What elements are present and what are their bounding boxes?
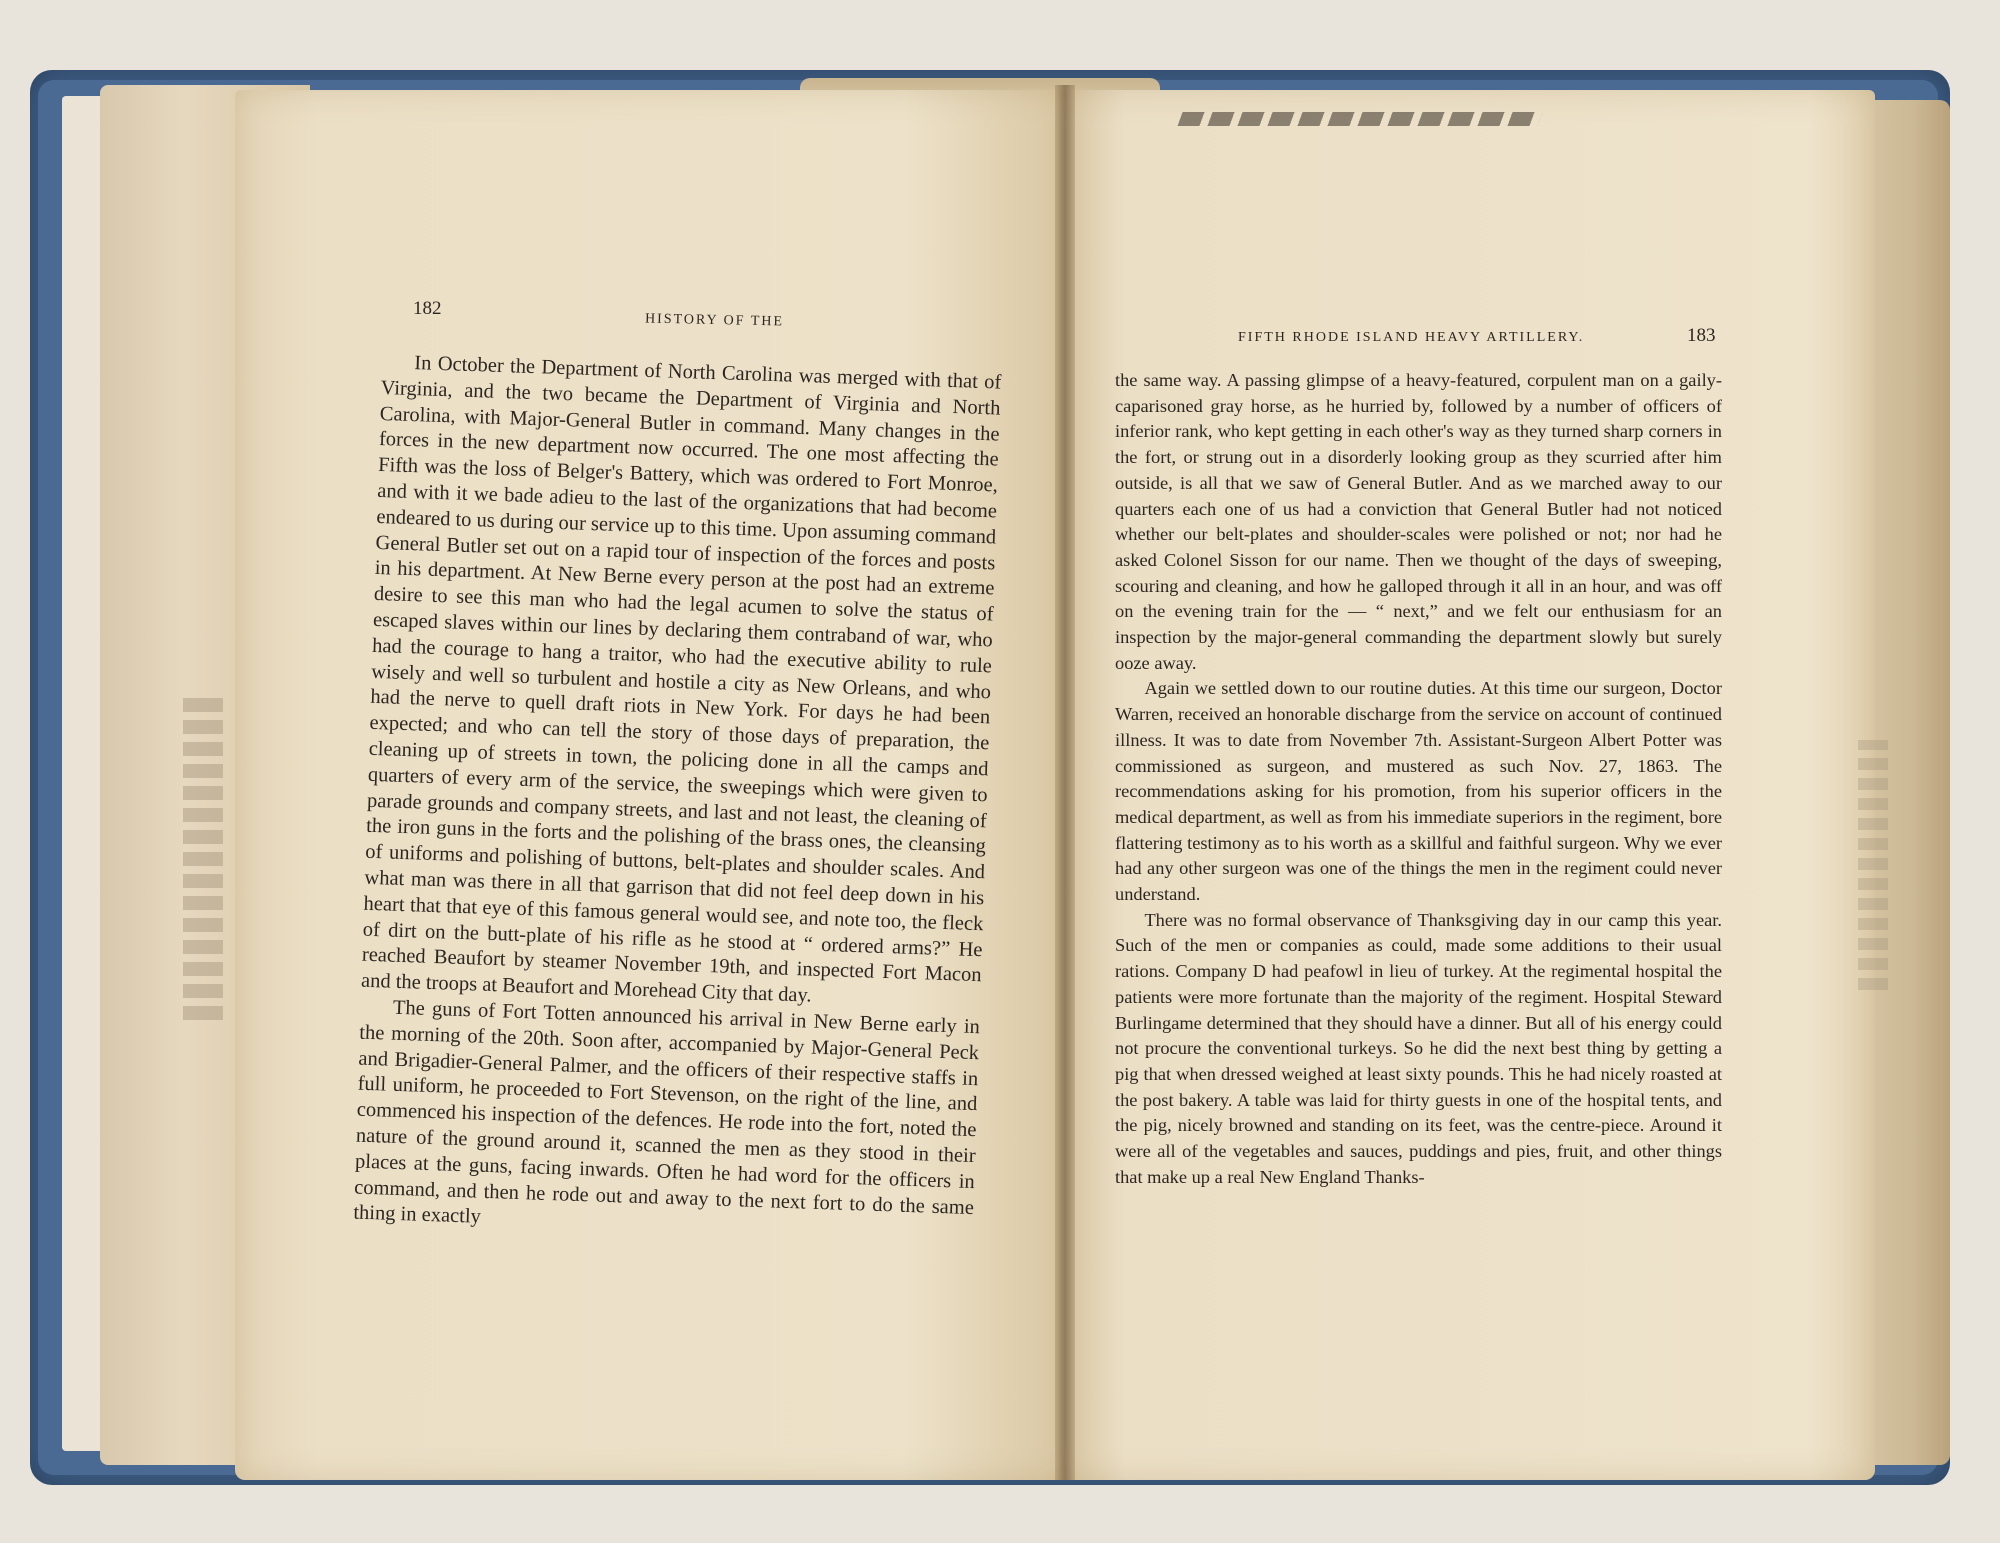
right-paragraph-1: the same way. A passing glimpse of a heavy-featured, corpulent man on a gaily-caparisoned gray horse, as he hurried by, followed by a number of officers of inferior rank, who kept getting in each other's way as they turned sharp corners in the fort, or strung out in a disorderly looking group as they scurried after him outside, is all that we saw of General Butler. And as we marched away to our quarters each one of us had a conviction that General Butler had not noticed whether our belt-plates and shoulder-scales were polished or not; nor had he asked Colonel Sisson for our name. Then we thought of the days of sweeping, scouring and cleaning, and how he galloped through it all in an hour, and was off on the evening train for the — “ next,” and we felt our enthusiasm for an inspection by the major-general commanding the department slowly but surely ooze away.	[1115, 370, 1722, 673]
left-page-body	[353, 350, 1002, 1247]
left-paragraph-1: In October the Department of North Carolina was merged with that of Virginia, and the two became the Department of Virginia and North Carolina, with Major-General Butler in command. Many changes in the forces in the new department now occurred. The one most affecting the Fifth was the loss of Belger's Battery, which was ordered to Fort Monroe, and with it we bade adieu to the last of the organizations that had become endeared to us during our service up to this time. Upon assuming command General Butler set out on a rapid tour of inspection of the forces and posts in his department. At New Berne every person at the post had an extreme desire to see this man who had the legal acumen to solve the status of escaped slaves within our lines by declaring them contraband of war, who had the courage to hang a traitor, who had the executive ability to rule wisely and well so turbulent and hostile a city as New Orleans, and who had the nerve to quell draft riots in New York. For days he had been expected; and who can tell the story of those days of preparation, the cleaning up of streets in town, the policing done in all the camps and quarters of every arm of the service, the sweepings which were given to parade grounds and company streets, and last and not least, the cleaning of the iron guns in the forts and the polishing of the brass ones, the cleansing of uniforms and polishing of buttons, belt-plates and shoulder scales. And what man was there in all that garrison that did not feel deep down in his heart that that eye of this famous general would see, and note too, the fleck of dirt on the butt-plate of his rifle as he stood at “ ordered arms?” He reached Beaufort by steamer November 19th, and inspected Fort Macon and the troops at Beaufort and Morehead City that day.	[360, 352, 1002, 1007]
right-paragraph-3: There was no formal observance of Thanksgiving day in our camp this year. Such of the men or companies as could, made some additions to their usual rations. Company D had peafowl in lieu of turkey. At the regimental hospital the patients were more fortunate than the majority of the regiment. Hospital Steward Burlingame determined that they should have a dinner. But all of his energy could not procure the conventional turkeys. So he did the next best thing by getting a pig that when dressed weighed at least sixty pounds. This he had nicely roasted at the post bakery. A table was laid for thirty guests in one of the hospital tents, and the pig, nicely browned and standing on its feet, was the centre-piece. Around it were all of the vegetables and sauces, puddings and pies, fruit, and other things that make up a real New England Thanks-	[1115, 909, 1722, 1187]
right-running-head: FIFTH RHODE ISLAND HEAVY ARTILLERY.	[1238, 330, 1585, 345]
left-running-head: HISTORY OF THE	[644, 311, 785, 330]
right-folio: 183	[1687, 325, 1716, 346]
right-page-body	[1115, 368, 1722, 1191]
library-stamp-mark	[183, 690, 223, 1020]
gutter	[1055, 85, 1075, 1480]
left-paragraph-2: The guns of Fort Totten announced his arrival in New Berne early in the morning of the 20th. Soon after, accompanied by Major-General Peck and Brigadier-General Palmer, and the officers of their respective staffs in full uniform, he proceeded to Fort Stevenson, on the right of the line, and commenced his inspection of the defences. He rode into the fort, noted the nature of the ground around it, scanned the men as they stood in their places at the guns, facing inwards. Often he had word for the officers in command, and then he rode out and away to the next fort to do the same thing in exactly	[353, 996, 981, 1229]
bleed-through-heading	[1177, 112, 1542, 126]
library-stamp-mark-right	[1858, 740, 1888, 990]
left-folio: 182	[413, 298, 442, 319]
right-paragraph-2: Again we settled down to our routine duties. At this time our surgeon, Doctor Warren, received an honorable discharge from the service on account of continued illness. It was to date from November 7th. Assistant-Surgeon Albert Potter was commissioned as surgeon, and mustered as such Nov. 27, 1863. The recommendations asking for his promotion, from his superior officers in the medical department, as well as from his immediate superiors in the regiment, bore flattering testimony as to his worth as a skillful and faithful surgeon. Why we ever had any other surgeon was one of the things the men in the regiment could never understand.	[1115, 678, 1722, 905]
